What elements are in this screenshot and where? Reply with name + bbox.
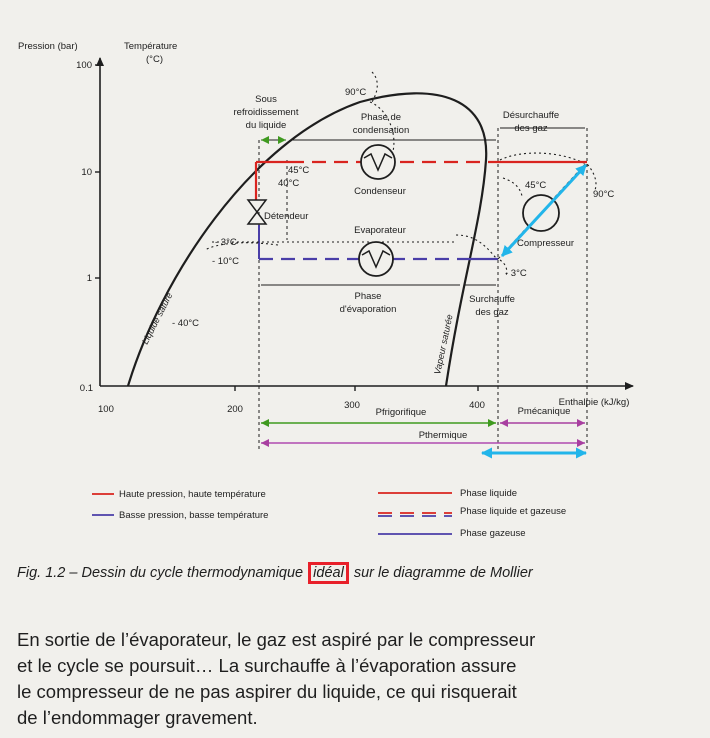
y-tick-100: 100 <box>76 60 92 71</box>
x-tick-400: 400 <box>469 400 485 411</box>
legend-bp-label: Basse pression, basse température <box>119 510 269 521</box>
y-axis-title-temperature: Température <box>124 41 178 52</box>
legend-gas-label: Phase gazeuse <box>460 528 526 539</box>
label-minus40: - 40°C <box>172 318 200 329</box>
label-condenseur: Condenseur <box>354 186 406 197</box>
label-90c-top: 90°C <box>345 87 367 98</box>
saturation-dome <box>128 93 486 386</box>
label-minus3-left: - 3°C <box>215 237 237 248</box>
body-paragraph <box>17 627 693 731</box>
label-minus10: - 10°C <box>212 256 240 267</box>
label-vapeur-saturee: Vapeur saturée <box>432 313 455 376</box>
label-45c-right: 45°C <box>525 180 547 191</box>
evaporator-symbol <box>359 242 393 276</box>
paragraph-line-1: En sortie de l’évaporateur, le gaz est aspiré par le compresseur <box>17 629 536 650</box>
label-40c: 40°C <box>278 178 300 189</box>
x-axis-title: Enthalpie (kJ/kg) <box>558 397 630 408</box>
label-desurchauffe-1: Désurchauffe <box>502 110 560 121</box>
paragraph-line-3: le compresseur de ne pas aspirer du liquide, ce qui risquerait <box>17 681 517 702</box>
label-phase-evaporation-1: Phase <box>354 291 382 302</box>
y-axis-title-pressure: Pression (bar) <box>18 41 78 52</box>
x-tick-200: 200 <box>227 404 243 415</box>
paragraph-line-2: et le cycle se poursuit… La surchauffe à l’évaporation assure <box>17 655 517 676</box>
label-phase-condensation-1: Phase de <box>360 112 402 123</box>
label-pmecanique: Pmécanique <box>517 406 571 417</box>
y-axis-title-temperature-unit: (°C) <box>146 54 163 65</box>
label-pfrigorifique: Pfrigorifique <box>375 407 427 418</box>
caption-before: Fig. 1.2 – Dessin du cycle thermodynamique <box>17 565 308 581</box>
label-surchauffe-2: des gaz <box>475 307 509 318</box>
y-tick-0-1: 0.1 <box>79 383 93 394</box>
label-sous-refroidissement-1: Sous <box>255 94 277 105</box>
legend-hp-label: Haute pression, haute température <box>119 489 266 500</box>
label-detendeur: Détendeur <box>264 211 309 222</box>
label-sous-refroidissement-3: du liquide <box>245 120 287 131</box>
label-surchauffe-1: Surchauffe <box>469 294 515 305</box>
legend-mix-label: Phase liquide et gazeuse <box>460 506 567 517</box>
paragraph-line-4: de l’endommager gravement. <box>17 707 258 728</box>
legend-liq-label: Phase liquide <box>460 488 518 499</box>
y-tick-1: 1 <box>86 273 92 284</box>
caption-highlight-ideal: idéal <box>308 562 349 584</box>
x-tick-100: 100 <box>98 404 114 415</box>
label-liquide-sature: Liquide saturé <box>139 290 175 346</box>
label-desurchauffe-2: des gaz <box>514 123 548 134</box>
label-phase-condensation-2: condensation <box>352 125 410 136</box>
caption-after: sur le diagramme de Mollier <box>349 565 533 581</box>
label-evaporateur: Evaporateur <box>354 225 406 236</box>
condenser-symbol <box>361 145 395 179</box>
x-tick-300: 300 <box>344 400 360 411</box>
label-90c-right: 90°C <box>593 189 615 200</box>
legend <box>92 488 566 539</box>
label-phase-evaporation-2: d'évaporation <box>339 304 397 315</box>
label-pthermique: Pthermique <box>418 430 468 441</box>
label-minus3-right: - 3°C <box>505 268 527 279</box>
figure-caption <box>17 565 533 581</box>
y-tick-10: 10 <box>81 167 92 178</box>
label-45c-left: 45°C <box>288 165 310 176</box>
label-compresseur: Compresseur <box>517 238 575 249</box>
phase-delimiters <box>259 128 587 450</box>
label-sous-refroidissement-2: refroidissement <box>233 107 299 118</box>
